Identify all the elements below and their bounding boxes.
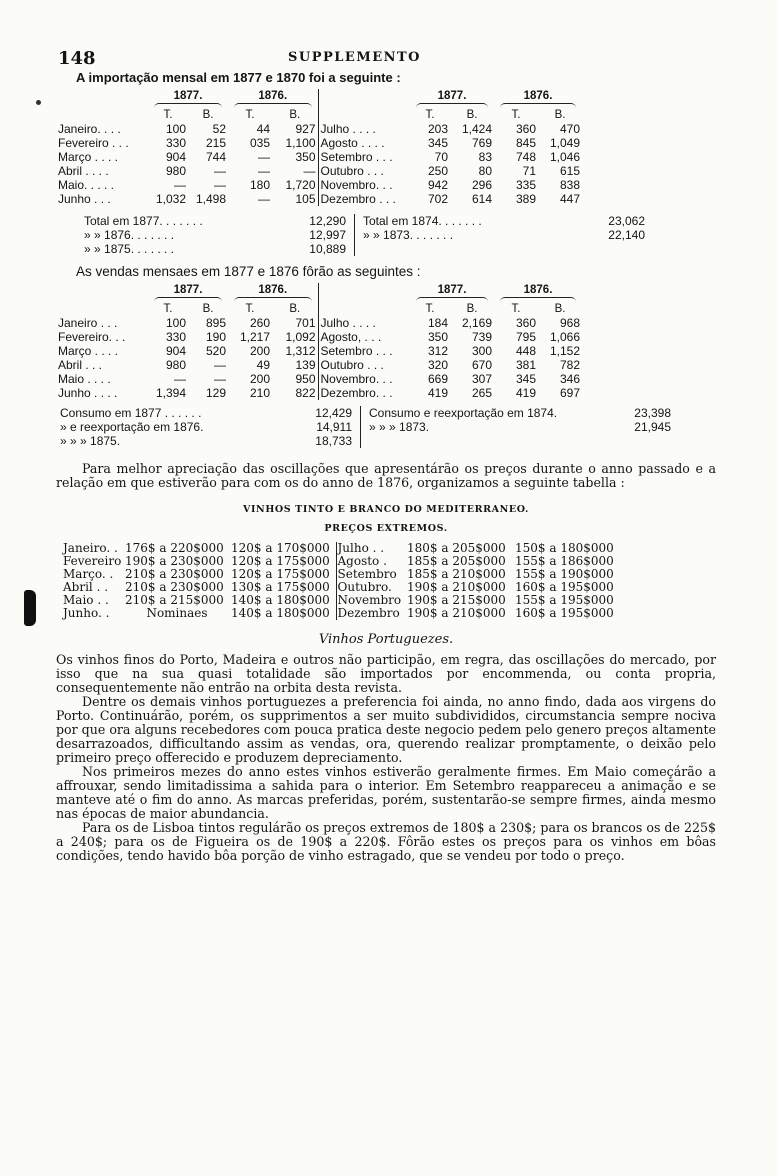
value-cell: 769 (471, 136, 492, 150)
value-cell: 1,217 (239, 330, 270, 344)
price-range-branco: 130$ a 175$000 (230, 581, 336, 594)
value-cell: 419 (427, 386, 448, 400)
month-cell: Janeiro . . . (58, 316, 118, 330)
value-cell: 307 (471, 372, 492, 386)
table-row (56, 150, 582, 164)
month-cell: Maio. . . . . (58, 178, 115, 192)
value-cell: 210 (249, 386, 270, 400)
paragraph-oscillations: Para melhor apreciação das oscillações que apresentárão os preços durante o anno passado e a relação em que estiverão para com os do anno de 1876, organizamos a seguinte tabella : (56, 461, 716, 490)
value-cell: 748 (515, 150, 536, 164)
price-month: Dezembro (337, 606, 400, 620)
total-value: 23,062 (608, 214, 645, 228)
col-t-label: T. (425, 109, 435, 121)
value-cell: 180 (249, 178, 270, 192)
price-month: Junho. . (63, 606, 110, 620)
price-range-tinto: 190$ a 230$000 (125, 554, 224, 568)
price-range-branco: 160$ a 195$000 (515, 606, 614, 620)
value-cell: 448 (515, 344, 536, 358)
month-cell: Maio . . . . (58, 372, 111, 386)
month-cell: Fevereiro. . . (58, 330, 126, 344)
value-cell: 795 (515, 330, 536, 344)
month-cell: Outubro . . . (320, 358, 384, 372)
total-label: » » » 1875. (60, 434, 121, 448)
year-header-row (56, 89, 582, 103)
price-range-branco: 155$ a 190$000 (515, 567, 614, 581)
blank-cell (318, 302, 410, 316)
value-cell: 129 (205, 386, 226, 400)
total-value: 12,997 (309, 228, 346, 242)
table-row (56, 372, 582, 386)
price-range-tinto: Nominaes (146, 606, 208, 620)
value-cell: — (214, 178, 226, 192)
price-range-tinto: 210$ a 230$000 (125, 580, 224, 594)
totals-right (361, 406, 679, 448)
value-cell: 330 (165, 136, 186, 150)
table-row (56, 136, 582, 150)
blank-cell (56, 89, 148, 103)
price-month: Maio . . (63, 593, 109, 607)
price-range-tinto: 210$ a 230$000 (125, 567, 224, 581)
price-range-tinto: 190$ a 210$000 (407, 606, 506, 620)
value-cell: 52 (212, 122, 226, 136)
imports-table (56, 89, 582, 206)
value-cell: 615 (559, 164, 580, 178)
value-cell: 105 (272, 192, 318, 206)
price-range-branco: 160$ a 195$000 (515, 580, 614, 594)
month-cell: Outubro . . . (320, 164, 384, 178)
value-cell: 1,100 (272, 136, 318, 150)
extreme-prices-heading: PREÇOS EXTREMOS. (324, 523, 448, 534)
col-b-label: B. (202, 303, 214, 315)
value-cell: — (214, 372, 226, 386)
value-cell: — (174, 372, 186, 386)
total-row (84, 242, 346, 256)
value-cell: 822 (272, 386, 318, 400)
paragraphs (56, 653, 716, 863)
value-cell: 1,066 (549, 330, 580, 344)
value-cell: — (174, 178, 186, 192)
sales-table (56, 283, 582, 400)
price-month: Julho . . (337, 541, 385, 555)
value-cell: 83 (478, 150, 492, 164)
month-cell: Setembro . . . (320, 344, 393, 358)
value-cell: 346 (559, 372, 580, 386)
value-cell: 381 (515, 358, 536, 372)
value-cell: 701 (272, 316, 318, 330)
price-range-branco: 140$ a 180$000 (230, 594, 336, 607)
value-cell: 190 (205, 330, 226, 344)
total-row (369, 406, 671, 420)
value-cell: 70 (434, 150, 448, 164)
table-row (56, 178, 582, 192)
value-cell: 320 (427, 358, 448, 372)
page-header (56, 44, 716, 70)
value-cell: 1,092 (272, 330, 318, 344)
value-cell: 203 (427, 122, 448, 136)
price-range-tinto: 176$ a 220$000 (125, 541, 224, 555)
value-cell: 71 (522, 164, 536, 178)
value-cell: 1,498 (195, 192, 226, 206)
value-cell: 260 (249, 316, 270, 330)
blank-cell (56, 302, 148, 316)
value-cell: 1,032 (155, 192, 186, 206)
running-title: SUPPLEMENTO (288, 50, 422, 65)
blank-cell (56, 108, 148, 122)
value-cell: 904 (165, 150, 186, 164)
value-cell: 1,720 (272, 178, 318, 192)
value-cell: 100 (165, 122, 186, 136)
value-cell: 744 (205, 150, 226, 164)
month-cell: Agosto . . . . (320, 136, 385, 150)
total-row (363, 228, 645, 242)
value-cell: 614 (471, 192, 492, 206)
year-header-row (56, 283, 582, 297)
total-value: 14,911 (316, 420, 352, 434)
total-row (84, 214, 346, 228)
month-cell: Agosto, . . . (320, 330, 382, 344)
value-cell: 200 (249, 344, 270, 358)
page (56, 44, 716, 863)
month-cell: Dezembro. . . (320, 386, 393, 400)
sales-intro: As vendas mensaes em 1877 e 1876 fôrão as seguintes : (76, 264, 421, 279)
total-value: 23,398 (634, 406, 671, 420)
price-range-branco: 155$ a 195$000 (515, 593, 614, 607)
value-cell: 980 (165, 164, 186, 178)
value-cell: 330 (165, 330, 186, 344)
total-value: 22,140 (608, 228, 645, 242)
value-cell: 1,152 (549, 344, 580, 358)
value-cell: 942 (427, 178, 448, 192)
total-label: Total em 1877. . . . . . . (84, 214, 203, 228)
total-label: Total em 1874. . . . . . . (363, 214, 482, 228)
price-month: Outubro. (337, 580, 392, 594)
total-row (84, 228, 346, 242)
year-heading: 1877. (173, 284, 203, 296)
body-paragraph: Os vinhos finos do Porto, Madeira e outros não participão, em regra, das oscillações do mercado, por isso que na sua quasi totalidade são importados por encommenda, ou conta propria, consequentemente não entrão na orbita desta revista. (56, 652, 716, 695)
value-cell: 2,169 (461, 316, 492, 330)
value-cell: 904 (165, 344, 186, 358)
totals-left (84, 214, 355, 256)
month-cell: Março . . . . (58, 344, 119, 358)
col-b-label: B. (202, 109, 214, 121)
value-cell: 670 (471, 358, 492, 372)
month-cell: Novembro. . . (320, 372, 393, 386)
total-row (60, 406, 352, 420)
value-cell: 520 (205, 344, 226, 358)
total-row (369, 420, 671, 434)
total-label: » e reexportação em 1876. (60, 420, 204, 434)
value-cell: 782 (559, 358, 580, 372)
tb-header-row (56, 302, 582, 316)
blank-cell (318, 89, 410, 103)
value-cell: 139 (272, 358, 318, 372)
month-cell: Abril . . . (58, 358, 103, 372)
total-label: » » 1876. . . . . . . (84, 228, 175, 242)
tb-header-row (56, 108, 582, 122)
price-month: Janeiro. . (63, 541, 118, 555)
total-value: 21,945 (634, 420, 671, 434)
value-cell: 345 (515, 372, 536, 386)
col-t-label: T. (511, 109, 521, 121)
page-number: 148 (58, 48, 96, 69)
value-cell: 184 (427, 316, 448, 330)
value-cell: 296 (471, 178, 492, 192)
table-row (56, 122, 582, 136)
table-row (56, 192, 582, 206)
month-cell: Julho . . . . (320, 316, 376, 330)
price-range-branco: 140$ a 180$000 (230, 607, 336, 620)
value-cell: — (258, 164, 270, 178)
value-cell: 739 (471, 330, 492, 344)
value-cell: 360 (515, 316, 536, 330)
total-label: Consumo e reexportação em 1874. (369, 406, 558, 420)
import-intro: A importação mensal em 1877 e 1870 foi a seguinte : (76, 70, 401, 85)
value-cell: — (258, 192, 270, 206)
price-month: Novembro (337, 593, 402, 607)
year-heading: 1877. (173, 90, 203, 102)
totals-right (355, 214, 653, 256)
month-cell: Abril . . . . (58, 164, 109, 178)
value-cell: 470 (559, 122, 580, 136)
table-row (56, 344, 582, 358)
price-range-tinto: 185$ a 210$000 (407, 567, 506, 581)
total-value: 12,429 (315, 406, 352, 420)
price-month: Março. . (63, 567, 114, 581)
value-cell: 419 (515, 386, 536, 400)
col-b-label: B. (466, 303, 478, 315)
value-cell: — (258, 150, 270, 164)
price-month: Fevereiro (63, 554, 122, 568)
value-cell: 335 (515, 178, 536, 192)
month-cell: Janeiro. . . . (58, 122, 121, 136)
col-t-label: T. (511, 303, 521, 315)
year-heading: 1877. (437, 90, 467, 102)
value-cell: 265 (471, 386, 492, 400)
value-cell: 1,049 (549, 136, 580, 150)
value-cell: 44 (256, 122, 270, 136)
total-row (60, 434, 352, 448)
value-cell: 360 (515, 122, 536, 136)
blank-cell (318, 108, 410, 122)
value-cell: 345 (427, 136, 448, 150)
value-cell: 200 (249, 372, 270, 386)
value-cell: 80 (478, 164, 492, 178)
total-row (60, 420, 352, 434)
price-range-branco: 120$ a 175$000 (230, 568, 336, 581)
value-cell: 968 (559, 316, 580, 330)
price-month: Setembro (337, 567, 397, 581)
col-b-label: B. (554, 303, 566, 315)
value-cell: 980 (165, 358, 186, 372)
price-row (62, 607, 622, 620)
table-row (56, 386, 582, 400)
value-cell: 927 (272, 122, 318, 136)
value-cell: 895 (205, 316, 226, 330)
month-cell: Setembro . . . (320, 150, 393, 164)
body-paragraph: Para os de Lisboa tintos regulárão os preços extremos de 180$ a 230$; para os brancos os de 225$ a 240$; para os de Figueira os de 190$ a 220$. Fôrão estes os preços para os vinhos em bôas condições, tendo havido bôa porção de vinho estragado, que se vendeu por todo o preço. (56, 820, 716, 863)
table-row (56, 330, 582, 344)
price-range-tinto: 210$ a 215$000 (125, 593, 224, 607)
month-cell: Junho . . . . (58, 386, 118, 400)
col-b-label: B. (554, 109, 566, 121)
value-cell: 447 (559, 192, 580, 206)
col-b-label: B. (466, 109, 478, 121)
value-cell: 697 (559, 386, 580, 400)
value-cell: 1,394 (155, 386, 186, 400)
price-range-branco: 120$ a 170$000 (230, 542, 336, 555)
totals-left (60, 406, 361, 448)
table-row (56, 358, 582, 372)
value-cell: 215 (205, 136, 226, 150)
col-t-label: T. (163, 303, 173, 315)
price-month: Agosto . (337, 554, 387, 568)
margin-ink-mark (24, 590, 36, 626)
value-cell: 49 (256, 358, 270, 372)
value-cell: 250 (427, 164, 448, 178)
month-cell: Junho . . . (58, 192, 111, 206)
price-month: Abril . . (63, 580, 109, 594)
month-cell: Novembro. . . (320, 178, 393, 192)
imports-totals (84, 214, 716, 256)
total-row (363, 214, 645, 228)
value-cell: 300 (471, 344, 492, 358)
year-heading: 1876. (228, 89, 318, 103)
value-cell: 950 (272, 372, 318, 386)
month-cell: Março . . . . (58, 150, 119, 164)
col-t-label: T. (245, 303, 255, 315)
month-cell: Julho . . . . (320, 122, 376, 136)
price-range-tinto: 190$ a 215$000 (407, 593, 506, 607)
price-range-branco: 120$ a 175$000 (230, 555, 336, 568)
month-cell: Dezembro . . . (320, 192, 396, 206)
value-cell: 350 (272, 150, 318, 164)
col-t-label: T. (163, 109, 173, 121)
blank-cell (318, 283, 410, 297)
portuguese-wines-heading: Vinhos Portuguezes. (318, 632, 454, 647)
price-range-tinto: 185$ a 205$000 (407, 554, 506, 568)
value-cell: 845 (515, 136, 536, 150)
mediterranean-heading: VINHOS TINTO E BRANCO DO MEDITERRANEO. (243, 504, 529, 515)
price-range-branco: 155$ a 186$000 (515, 554, 614, 568)
ink-speck (36, 100, 41, 105)
col-t-label: T. (245, 109, 255, 121)
total-label: » » 1875. . . . . . . (84, 242, 175, 256)
year-heading: 1877. (437, 284, 467, 296)
value-cell: 389 (515, 192, 536, 206)
total-value: 12,290 (309, 214, 346, 228)
value-cell: 350 (427, 330, 448, 344)
total-label: » » » 1873. (369, 420, 430, 434)
table-row (56, 164, 582, 178)
col-t-label: T. (425, 303, 435, 315)
year-heading: 1876. (523, 284, 553, 296)
year-heading: 1876. (523, 90, 553, 102)
value-cell: 702 (427, 192, 448, 206)
value-cell: — (272, 164, 318, 178)
value-cell: — (214, 164, 226, 178)
total-label: » » 1873. . . . . . . (363, 228, 454, 242)
sales-totals (60, 406, 716, 448)
value-cell: 100 (165, 316, 186, 330)
col-b-label: B. (272, 108, 318, 122)
prices-table (62, 542, 622, 620)
value-cell: 312 (427, 344, 448, 358)
total-value: 18,733 (315, 434, 352, 448)
price-range-branco: 150$ a 180$000 (515, 541, 614, 555)
value-cell: 669 (427, 372, 448, 386)
table-row (56, 316, 582, 330)
price-range-tinto: 190$ a 210$000 (407, 580, 506, 594)
value-cell: 1,424 (461, 122, 492, 136)
col-b-label: B. (272, 302, 318, 316)
month-cell: Fevereiro . . . (58, 136, 129, 150)
value-cell: 838 (559, 178, 580, 192)
body-paragraph: Dentre os demais vinhos portuguezes a preferencia foi ainda, no anno findo, dada aos virgens do Porto. Continuárão, porém, os supprimentos a ser muito subdivididos, circumstancia sempre nociva por que ora alguns recebedores com pouca pratica deste negocio pedem pelo genero preços altamente desarrazoados, difficultando assim as vendas, ora, querendo realizar promptamente, o deixão pelo primeiro preço offerecido e produzem depreciamento. (56, 694, 716, 765)
value-cell: — (214, 358, 226, 372)
body-paragraph: Nos primeiros mezes do anno estes vinhos estiverão geralmente firmes. Em Maio começárão a affrouxar, sendo limitadissima a sahida para o interior. Em Setembro reappareceu a animação e se manteve até o fim do anno. As marcas preferidas, porém, sustentarão-se sempre firmes, ainda mesmo nas épocas de maior abundancia. (56, 764, 716, 821)
value-cell: 1,046 (549, 150, 580, 164)
total-value: 10,889 (309, 242, 346, 256)
total-label: Consumo em 1877 . . . . . . (60, 406, 202, 420)
price-range-tinto: 180$ a 205$000 (407, 541, 506, 555)
year-heading: 1876. (228, 283, 318, 297)
blank-cell (56, 283, 148, 297)
value-cell: 035 (249, 136, 270, 150)
value-cell: 1,312 (272, 344, 318, 358)
